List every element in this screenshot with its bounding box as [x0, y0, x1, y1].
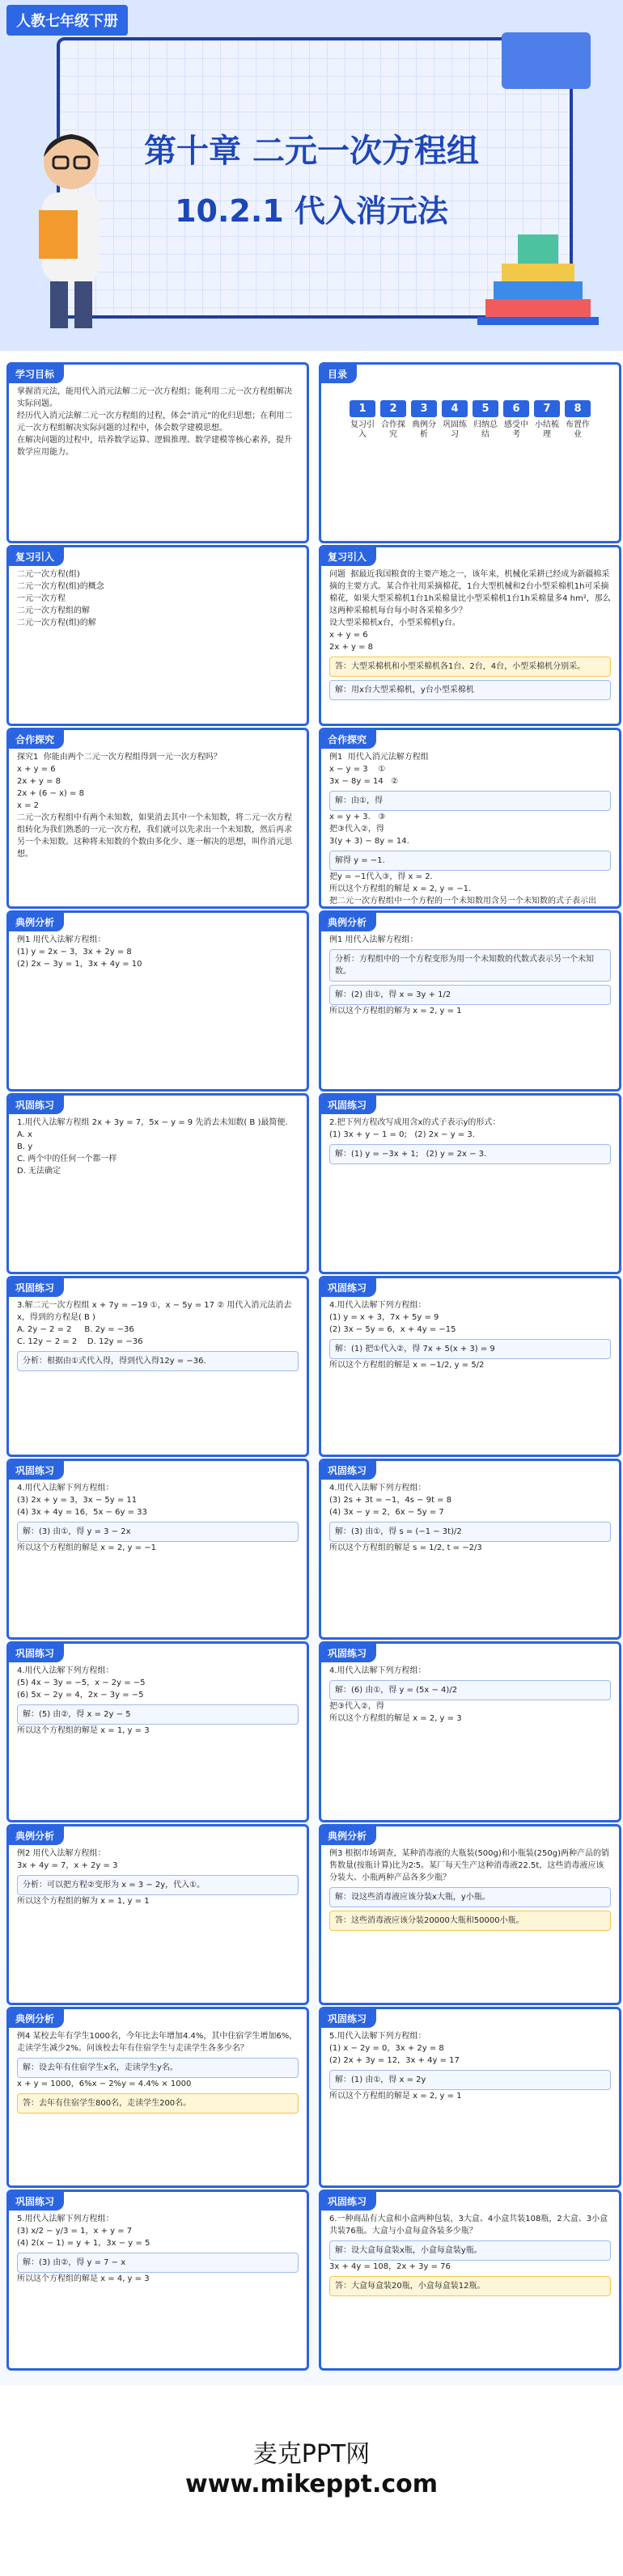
slide-card	[319, 362, 621, 543]
slide-text-line: (5) 4x − 3y = −5，x − 2y = −5	[17, 1679, 146, 1687]
slide-text-line: 二元一次方程组的解	[17, 606, 90, 615]
slide-text-line: 把③代入②，得	[329, 1702, 384, 1711]
slide-text-line: 把③代入②，得	[329, 825, 384, 834]
slide-text-line: 经历代入消元法解二元一次方程组的过程，体会“消元”的化归思想；在利用二元一次方程组解决实际问题的过程中，体会数学建模思想。	[17, 412, 293, 433]
toc-item[interactable]	[442, 400, 468, 440]
slide-body	[329, 386, 611, 534]
lesson-title: 10.2.1 代入消元法	[175, 193, 448, 229]
slide-text-line: 解：(3) 由①，得 s = (−1 − 3t)/2	[329, 1522, 611, 1542]
slide-text-line: 解：设去年有住宿学生x名，走读学生y名。	[17, 2058, 299, 2078]
slide-text-line: 解：设大盒每盒装x瓶，小盒每盒装y瓶。	[329, 2240, 611, 2261]
slide-card	[319, 910, 621, 1092]
slide-text-line: 例4 某校去年有学生1000名，今年比去年增加4.4%，其中住宿学生增加6%，走读学生减少2%。问该校去年有住宿学生与走读学生各多少名？	[17, 2032, 298, 2053]
slide-body	[329, 1117, 611, 1265]
slide-body	[17, 386, 299, 534]
slide-text-line: 二元一次方程(组)的概念	[17, 582, 104, 591]
slide-text-line: 一元一次方程	[17, 594, 66, 603]
slide-text-line: 解：(1) y = −3x + 1; (2) y = 2x − 3.	[329, 1144, 611, 1164]
slide-card	[319, 728, 621, 909]
slide-card	[6, 1459, 309, 1640]
slide-body	[17, 934, 299, 1083]
slide-tag: 复习引入	[9, 547, 64, 566]
slide-text-line: 4.用代入法解下列方程组：	[17, 1484, 114, 1493]
toc-item-label: 布置作业	[566, 420, 590, 439]
slide-body	[329, 2213, 611, 2362]
slide-text-line: 问题 据最近我国粮食的主要产地之一，该年来，机械化采耕已经成为新疆棉采摘的主要方式。某合作社用采摘棉花，1台大型机械和2台小型采棉机1h可采摘棉花，如果大型采棉机1台1h采棉量比小型采棉机1台1h采棉量多4 hm²，那么这两种采棉机每台每小时各采棉多少？	[329, 570, 611, 615]
slide-tag: 巩固练习	[9, 1278, 64, 1297]
slide-text-line: x = 2	[17, 801, 40, 810]
slide-card	[6, 728, 309, 909]
slide-card	[319, 545, 621, 726]
slide-text-line: (1) y = x + 3，7x + 5y = 9	[329, 1313, 439, 1322]
slide-text-line: 例1 用代入法解方程组：	[329, 935, 418, 944]
toc-item-number: 6	[503, 400, 529, 417]
slide-text-line: 所以这个方程组的解为 x = 2, y = 1	[329, 1007, 462, 1016]
toc-item[interactable]	[350, 400, 375, 440]
slide-text-line: 答：这些消毒液应该分装20000大瓶和50000小瓶。	[329, 1911, 611, 1931]
slide-text-line: 4.用代入法解下列方程组：	[329, 1301, 426, 1310]
slide-body	[329, 751, 611, 906]
slide-tag: 巩固练习	[9, 2192, 64, 2211]
slide-text-line: 解：(5) 由②，得 x = 2y − 5	[17, 1704, 299, 1725]
slide-card	[319, 1824, 621, 2005]
slide-tag: 典例分析	[321, 913, 376, 931]
slide-text-line: 所以这个方程组的解是 x = 2, y = 3	[329, 1714, 462, 1723]
slide-body	[17, 751, 299, 900]
slide-text-line: 3x + 4y = 7，x + 2y = 3	[17, 1861, 118, 1870]
slide-text-line: D. 无法确定	[17, 1167, 61, 1176]
slide-text-line: 解：(2) 由①，得 x = 3y + 1/2	[329, 985, 611, 1005]
slide-text-line: 二元一次方程(组)	[17, 570, 80, 579]
toc-item-number: 4	[442, 400, 468, 417]
slide-card	[319, 2007, 621, 2188]
toc-item-number: 8	[565, 400, 591, 417]
slide-text-line: 所以这个方程组的解是 x = −1/2, y = 5/2	[329, 1361, 485, 1370]
toc-item-label: 感受中考	[504, 420, 528, 439]
slide-text-line: 5.用代入法解下列方程组：	[329, 2032, 426, 2041]
slide-text-line: 例1 用代入消元法解方程组	[329, 753, 429, 762]
toc-item[interactable]	[380, 400, 406, 440]
slide-text-line: C. 两个中的任何一个都一样	[17, 1155, 117, 1163]
slide-tag: 巩固练习	[321, 2009, 376, 2028]
slide-text-line: 4.用代入法解下列方程组：	[17, 1666, 114, 1675]
slide-text-line: 3x − 8y = 14 ②	[329, 777, 399, 786]
slide-body	[329, 2030, 611, 2179]
slide-text-line: 所以这个方程组的解是 s = 1/2, t = −2/3	[329, 1543, 482, 1552]
toc-item-label: 小结梳理	[535, 420, 559, 439]
slide-tag: 巩固练习	[9, 1461, 64, 1480]
toc-item[interactable]	[411, 400, 437, 440]
slide-text-line: 5.用代入法解下列方程组：	[17, 2215, 114, 2223]
slide-text-line: 1.用代入法解方程组 2x + 3y = 7，5x − y = 9 先消去未知数( B )最简便.	[17, 1118, 288, 1127]
slide-text-line: 2x + y = 8	[17, 777, 61, 786]
slide-text-line: B. y	[17, 1142, 33, 1151]
slide-text-line: (4) 2(x − 1) = y + 1，3x − y = 5	[17, 2239, 150, 2248]
slide-text-line: A. 2y − 2 = 2 B. 2y = −36	[17, 1325, 134, 1334]
slide-text-line: 分析：方程组中的一个方程变形为用一个未知数的代数式表示另一个未知数。	[329, 949, 611, 982]
slide-card	[319, 1459, 621, 1640]
toc-item-label: 归纳总结	[473, 420, 498, 439]
slide-tag: 巩固练习	[321, 2192, 376, 2211]
toc-item-number: 3	[411, 400, 437, 417]
toc-item-number: 1	[350, 400, 375, 417]
slide-card	[6, 362, 309, 543]
slide-text-line: 答：去年有住宿学生800名，走读学生200名。	[17, 2093, 299, 2114]
slide-text-line: 答：大盒每盒装20瓶，小盒每盒装12瓶。	[329, 2276, 611, 2296]
toc-menu	[329, 400, 611, 440]
slide-tag: 合作探究	[321, 730, 376, 749]
slide-text-line: 设大型采棉机x台，小型采棉机y台。	[329, 619, 460, 627]
grade-badge: 人教七年级下册	[6, 5, 128, 36]
toc-item-label: 合作探究	[381, 420, 405, 439]
slide-text-line: x = y + 3. ③	[329, 813, 386, 821]
books-illustration	[469, 226, 607, 340]
slide-tag: 合作探究	[9, 730, 64, 749]
slide-text-line: 解：(1) 由①，得 x = 2y	[329, 2070, 611, 2090]
slide-text-line: 分析：根据由①式代入得，得到代入得12y = −36.	[17, 1351, 299, 1371]
slide-text-line: 答：大型采棉机和小型采棉机各1台、2台，4台，小型采棉机分别采。	[329, 657, 611, 677]
slide-body	[17, 1482, 299, 1631]
slide-tag: 巩固练习	[321, 1644, 376, 1662]
slide-text-line: 把二元一次方程组中一个方程的一个未知数用含另一个未知数的式子表示出	[329, 897, 596, 906]
slide-body	[329, 1665, 611, 1814]
slide-text-line: A. x	[17, 1130, 32, 1139]
slide-text-line: 2.把下列方程改写成用含x的式子表示y的形式：	[329, 1118, 501, 1127]
slide-text-line: 所以这个方程组的解是 x = 2, y = −1.	[329, 885, 472, 893]
slide-tag: 典例分析	[9, 1826, 64, 1845]
toc-item[interactable]	[473, 400, 498, 440]
brand-name[interactable]: 麦克PPT网	[252, 2440, 371, 2468]
slide-text-line: (2) 2x − 3y = 1，3x + 4y = 10	[17, 960, 142, 969]
slide-card	[6, 1093, 309, 1274]
slide-text-line: 2x + y = 8	[329, 643, 374, 652]
slide-text-line: 4.用代入法解下列方程组：	[329, 1666, 426, 1675]
chapter-title: 第十章 二元一次方程组	[144, 133, 479, 170]
slide-text-line: 二元一次方程组中有两个未知数，如果消去其中一个未知数，将二元一次方程组转化为我们熟悉的一元一次方程，我们就可以先求出一个未知数，然后再求另一个未知数。这种将未知数的个数由多化少、逐一解决的思想，叫作消元思想。	[17, 813, 292, 859]
slide-text-line: 2x + (6 − x) = 8	[17, 789, 84, 798]
slide-text-line: (3) 2x + y = 3，3x − 5y = 11	[17, 1496, 138, 1505]
slide-tag: 巩固练习	[321, 1461, 376, 1480]
toc-item-label: 复习引入	[350, 420, 375, 439]
slide-tag: 典例分析	[321, 1826, 376, 1845]
slide-card	[319, 1641, 621, 1822]
slide-body	[17, 568, 299, 717]
slide-text-line: 解：用x台大型采棉机，y台小型采棉机	[329, 680, 611, 700]
slide-text-line: 解：(3) 由②，得 y = 7 − x	[17, 2253, 299, 2273]
slide-card	[6, 545, 309, 726]
slide-tag: 巩固练习	[321, 1278, 376, 1297]
slide-text-line: 所以这个方程组的解是 x = 1, y = 3	[17, 1726, 150, 1735]
slide-text-line: 所以这个方程组的解是 x = 2, y = 1	[329, 2092, 462, 2101]
slide-body	[329, 1299, 611, 1448]
slide-text-line: 探究1 你能由两个二元一次方程组得到一元一次方程吗？	[17, 753, 222, 762]
slide-body	[17, 2213, 299, 2362]
slide-text-line: 在解决问题的过程中，培养数学运算、逻辑推理、数学建模等核心素养，提升数学应用能力。	[17, 436, 292, 457]
slide-card	[6, 2007, 309, 2188]
slide-text-line: 3.解二元一次方程组 x + 7y = −19 ①，x − 5y = 17 ② 用代入消元法消去x，得到的方程是( B )	[17, 1301, 292, 1322]
slide-text-line: 把y = −1代入③，得 x = 2.	[329, 872, 433, 881]
slide-text-line: (3) x/2 − y/3 = 1，x + y = 7	[17, 2227, 133, 2236]
slide-text-line: 例3 根据市场调查，某种消毒液的大瓶装(500g)和小瓶装(250g)两种产品的销售数量(按瓶计算)比为2∶5。某厂每天生产这种消毒液22.5t，这些消毒液应该分装大、小瓶两种产品各多少瓶？	[329, 1849, 610, 1882]
slide-text-line: (2) 3x − 5y = 6，x + 4y = −15	[329, 1325, 456, 1334]
slide-text-line: 解：(1) 把①代入②，得 7x + 5(x + 3) = 9	[329, 1339, 611, 1359]
slide-tag: 目录	[321, 365, 357, 383]
cover-slide	[0, 0, 623, 351]
slide-text-line: 分析：可以把方程②变形为 x = 3 − 2y，代入①。	[17, 1875, 299, 1895]
slide-card	[6, 2190, 309, 2371]
slide-text-line: 所以这个方程组的解是 x = 4, y = 3	[17, 2274, 150, 2283]
slide-text-line: (1) x − 2y = 0，3x + 2y = 8	[329, 2044, 444, 2053]
slide-body	[329, 934, 611, 1083]
slide-tag: 典例分析	[9, 2009, 64, 2028]
slide-text-line: 解：设这些消毒液应该分装x大瓶，y小瓶。	[329, 1887, 611, 1907]
slide-text-line: 解：由①，得	[329, 791, 611, 811]
toc-item[interactable]	[565, 400, 591, 440]
slide-text-line: (1) 3x + y − 1 = 0; (2) 2x − y = 3.	[329, 1130, 475, 1139]
slide-card	[319, 2190, 621, 2371]
slide-body	[17, 1117, 299, 1265]
toc-item-label: 典例分析	[412, 420, 436, 439]
slide-tag: 典例分析	[9, 913, 64, 931]
slide-text-line: x + y = 1000，6%x − 2%y = 4.4% × 1000	[17, 2080, 192, 2088]
slide-text-line: 4.用代入法解下列方程组：	[329, 1484, 426, 1493]
slide-text-line: 6.一种商品有大盒和小盒两种包装，3大盒、4小盒共装108瓶，2大盒、3小盒共装76瓶。大盒与小盒每盒各装多少瓶？	[329, 2215, 608, 2236]
slide-card	[6, 910, 309, 1092]
slide-text-line: (3) 2s + 3t = −1，4s − 9t = 8	[329, 1496, 452, 1505]
slide-text-line: 3(y + 3) − 8y = 14.	[329, 837, 409, 846]
slide-card	[6, 1824, 309, 2005]
slide-card	[6, 1641, 309, 1822]
slide-text-line: x − y = 3 ①	[329, 765, 386, 774]
slide-text-line: 例1 用代入法解方程组：	[17, 935, 106, 944]
slide-text-line: (4) 3x + 4y = 16，5x − 6y = 33	[17, 1508, 147, 1517]
slide-text-line: (4) 3x − y = 2，6x − 5y = 7	[329, 1508, 444, 1517]
slide-text-line: 掌握消元法，能用代入消元法解二元一次方程组；能利用二元一次方程组解决实际问题。	[17, 387, 292, 408]
slide-card	[319, 1093, 621, 1274]
slide-body	[329, 1848, 611, 1996]
slide-body	[17, 1299, 299, 1448]
slide-body	[329, 568, 611, 717]
cover-decor-block-right	[502, 32, 591, 89]
toc-item[interactable]	[534, 400, 560, 440]
slide-text-line: 3x + 4y = 108，2x + 3y = 76	[329, 2262, 451, 2271]
slide-text-line: x + y = 6	[329, 631, 368, 640]
slide-text-line: x + y = 6	[17, 765, 56, 774]
slide-tag: 巩固练习	[321, 1096, 376, 1114]
toc-item-number: 2	[380, 400, 406, 417]
slide-tag: 学习目标	[9, 365, 64, 383]
student-illustration	[15, 121, 128, 332]
slide-text-line: (1) y = 2x − 3，3x + 2y = 8	[17, 948, 132, 956]
slide-tag: 巩固练习	[9, 1096, 64, 1114]
toc-item[interactable]	[503, 400, 529, 440]
slide-card	[6, 1276, 309, 1457]
slide-text-line: 所以这个方程组的解是 x = 2, y = −1	[17, 1543, 156, 1552]
slide-body	[329, 1482, 611, 1631]
slide-text-line: 所以这个方程组的解为 x = 1, y = 1	[17, 1897, 150, 1906]
toc-item-number: 5	[473, 400, 498, 417]
slide-tag: 复习引入	[321, 547, 376, 566]
brand-url[interactable]: www.mikeppt.com	[185, 2470, 438, 2498]
slide-text-line: (6) 5x − 2y = 4，2x − 3y = −5	[17, 1691, 144, 1700]
slide-body	[17, 1848, 299, 1996]
slide-tag: 巩固练习	[9, 1644, 64, 1662]
slide-card	[319, 1276, 621, 1457]
slide-text-line: 解：(3) 由①，得 y = 3 − 2x	[17, 1522, 299, 1542]
slide-text-line: 二元一次方程(组)的解	[17, 619, 96, 627]
slide-text-line: 解：(6) 由①，得 y = (5x − 4)/2	[329, 1680, 611, 1700]
slide-text-line: (2) 2x + 3y = 12，3x + 4y = 17	[329, 2056, 460, 2065]
slide-body	[17, 2030, 299, 2179]
toc-item-number: 7	[534, 400, 560, 417]
slide-text-line: C. 12y − 2 = 2 D. 12y = −36	[17, 1337, 143, 1346]
toc-item-label: 巩固练习	[443, 420, 467, 439]
slide-text-line: 例2 用代入法解方程组：	[17, 1849, 106, 1858]
slide-text-line: 解得 y = −1.	[329, 851, 611, 871]
slide-body	[17, 1665, 299, 1814]
